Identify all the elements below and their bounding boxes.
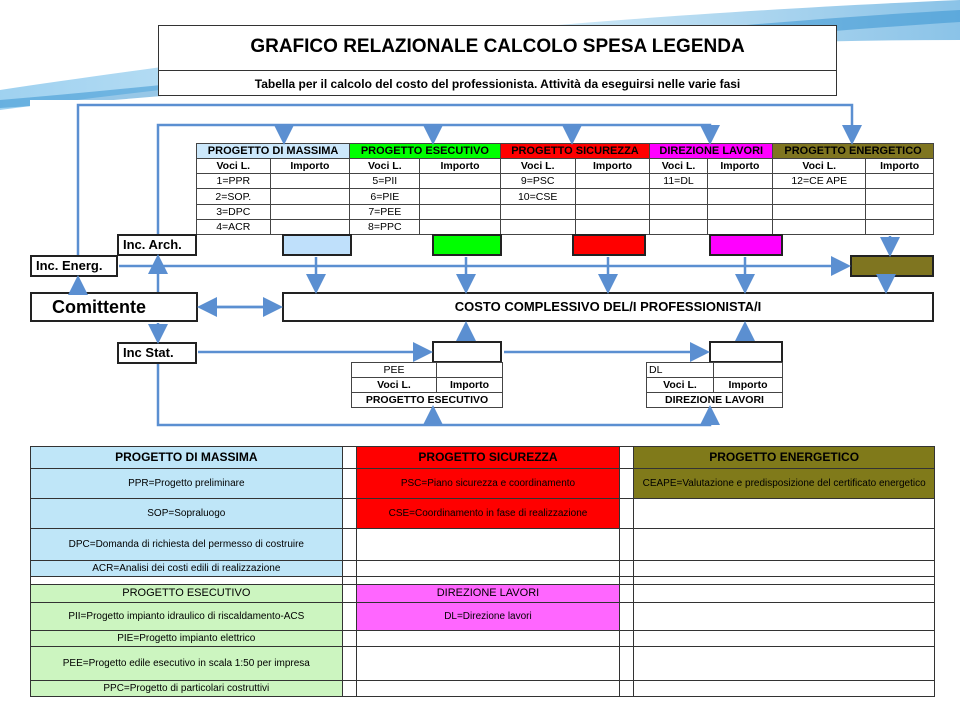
voce-cell (500, 219, 575, 234)
voci-label: Voci L. (352, 378, 437, 393)
importo-cell[interactable] (270, 219, 350, 234)
legend-title-energetico: PROGETTO ENERGETICO (634, 447, 935, 469)
stat-voce: DL (647, 363, 714, 378)
voce-cell: 7=PEE (350, 204, 420, 219)
inc-stat-label: Inc Stat. (117, 342, 197, 364)
page-title: GRAFICO RELAZIONALE CALCOLO SPESA LEGENDA (250, 36, 745, 57)
legend-item: PPC=Progetto di particolari costruttivi (31, 681, 343, 697)
voce-cell (773, 189, 866, 204)
voce-cell (650, 204, 707, 219)
legend-item: ACR=Analisi dei costi edili di realizzazione (31, 561, 343, 577)
importo-label: Importo (866, 159, 934, 174)
legend-item: PIE=Progetto impianto elettrico (31, 631, 343, 647)
legend-item: PEE=Progetto edile esecutivo in scala 1:50 per impresa (31, 647, 343, 681)
importo-label: Importo (575, 159, 650, 174)
voci-label: Voci L. (350, 159, 420, 174)
legend-item: CEAPE=Valutazione e predisposizione del certificato energetico (634, 469, 935, 499)
importo-cell[interactable] (866, 204, 934, 219)
inc-arch-label: Inc. Arch. (117, 234, 197, 256)
legend-title-esecutivo: PROGETTO ESECUTIVO (31, 585, 343, 603)
importo-cell[interactable] (866, 174, 934, 189)
legend-item: SOP=Sopraluogo (31, 499, 343, 529)
voce-cell (773, 204, 866, 219)
legend-item: PSC=Piano sicurezza e coordinamento (356, 469, 620, 499)
stat-subtotal-left (432, 341, 502, 363)
subtotal-direzione (709, 234, 783, 256)
importo-cell[interactable] (437, 363, 503, 378)
legend-item: DPC=Domanda di richiesta del permesso di costruire (31, 529, 343, 561)
importo-cell[interactable] (575, 219, 650, 234)
voce-cell: 10=CSE (500, 189, 575, 204)
committente-box: Comittente (30, 292, 198, 322)
importo-cell[interactable] (420, 204, 500, 219)
phase-header-sicurezza: PROGETTO SICUREZZA (500, 144, 650, 159)
stat-table-left (351, 362, 503, 408)
voce-cell (650, 189, 707, 204)
subtotal-massima (282, 234, 352, 256)
voci-label: Voci L. (650, 159, 707, 174)
voce-cell: 11=DL (650, 174, 707, 189)
importo-cell[interactable] (707, 174, 772, 189)
voci-label: Voci L. (500, 159, 575, 174)
importo-cell[interactable] (270, 174, 350, 189)
importo-cell[interactable] (866, 219, 934, 234)
stat-voce: PEE (352, 363, 437, 378)
importo-cell[interactable] (866, 189, 934, 204)
importo-label: Importo (707, 159, 772, 174)
voci-label: Voci L. (773, 159, 866, 174)
voce-cell: 8=PPC (350, 219, 420, 234)
importo-label: Importo (270, 159, 350, 174)
importo-cell[interactable] (420, 219, 500, 234)
legend-item: DL=Direzione lavori (356, 603, 620, 631)
voce-cell: 9=PSC (500, 174, 575, 189)
voce-cell: 3=DPC (197, 204, 271, 219)
phase-header-massima: PROGETTO DI MASSIMA (197, 144, 350, 159)
stat-table-right (646, 362, 783, 408)
legend-item: PII=Progetto impianto idraulico di riscaldamento-ACS (31, 603, 343, 631)
voce-cell (650, 219, 707, 234)
voce-cell: 1=PPR (197, 174, 271, 189)
phase-table (196, 143, 934, 235)
page-subtitle: Tabella per il calcolo del costo del professionista. Attività da eseguirsi nelle varie fasi (159, 70, 836, 97)
importo-cell[interactable] (270, 204, 350, 219)
subtotal-energetico (850, 255, 934, 277)
voci-label: Voci L. (647, 378, 714, 393)
voce-cell (773, 219, 866, 234)
legend-title-massima: PROGETTO DI MASSIMA (31, 447, 343, 469)
legend-title-sicurezza: PROGETTO SICUREZZA (356, 447, 620, 469)
importo-cell[interactable] (575, 189, 650, 204)
legend-item: PPR=Progetto preliminare (31, 469, 343, 499)
voce-cell (500, 204, 575, 219)
voce-cell: 2=SOP. (197, 189, 271, 204)
importo-cell[interactable] (420, 189, 500, 204)
importo-cell[interactable] (270, 189, 350, 204)
phase-header-direzione: DIREZIONE LAVORI (650, 144, 773, 159)
inc-energ-label: Inc. Energ. (30, 255, 118, 277)
importo-cell[interactable] (707, 189, 772, 204)
voci-label: Voci L. (197, 159, 271, 174)
legend-item: CSE=Coordinamento in fase di realizzazione (356, 499, 620, 529)
importo-cell[interactable] (707, 204, 772, 219)
phase-header-energetico: PROGETTO ENERGETICO (773, 144, 934, 159)
importo-cell[interactable] (714, 363, 783, 378)
subtotal-sicurezza (572, 234, 646, 256)
importo-cell[interactable] (707, 219, 772, 234)
importo-label: Importo (420, 159, 500, 174)
importo-cell[interactable] (420, 174, 500, 189)
voce-cell: 4=ACR (197, 219, 271, 234)
subtotal-esecutivo (432, 234, 502, 256)
legend-title-direzione: DIREZIONE LAVORI (356, 585, 620, 603)
stat-footer: PROGETTO ESECUTIVO (352, 393, 503, 408)
importo-cell[interactable] (575, 204, 650, 219)
stat-subtotal-right (709, 341, 783, 363)
voce-cell: 6=PIE (350, 189, 420, 204)
importo-cell[interactable] (575, 174, 650, 189)
voce-cell: 12=CE APE (773, 174, 866, 189)
voce-cell: 5=PII (350, 174, 420, 189)
phase-header-esecutivo: PROGETTO ESECUTIVO (350, 144, 500, 159)
legend-table (30, 446, 935, 697)
importo-label: Importo (714, 378, 783, 393)
costo-complessivo-box: COSTO COMPLESSIVO DEL/I PROFESSIONISTA/I (282, 292, 934, 322)
importo-label: Importo (437, 378, 503, 393)
title-box (158, 25, 837, 96)
stat-footer: DIREZIONE LAVORI (647, 393, 783, 408)
